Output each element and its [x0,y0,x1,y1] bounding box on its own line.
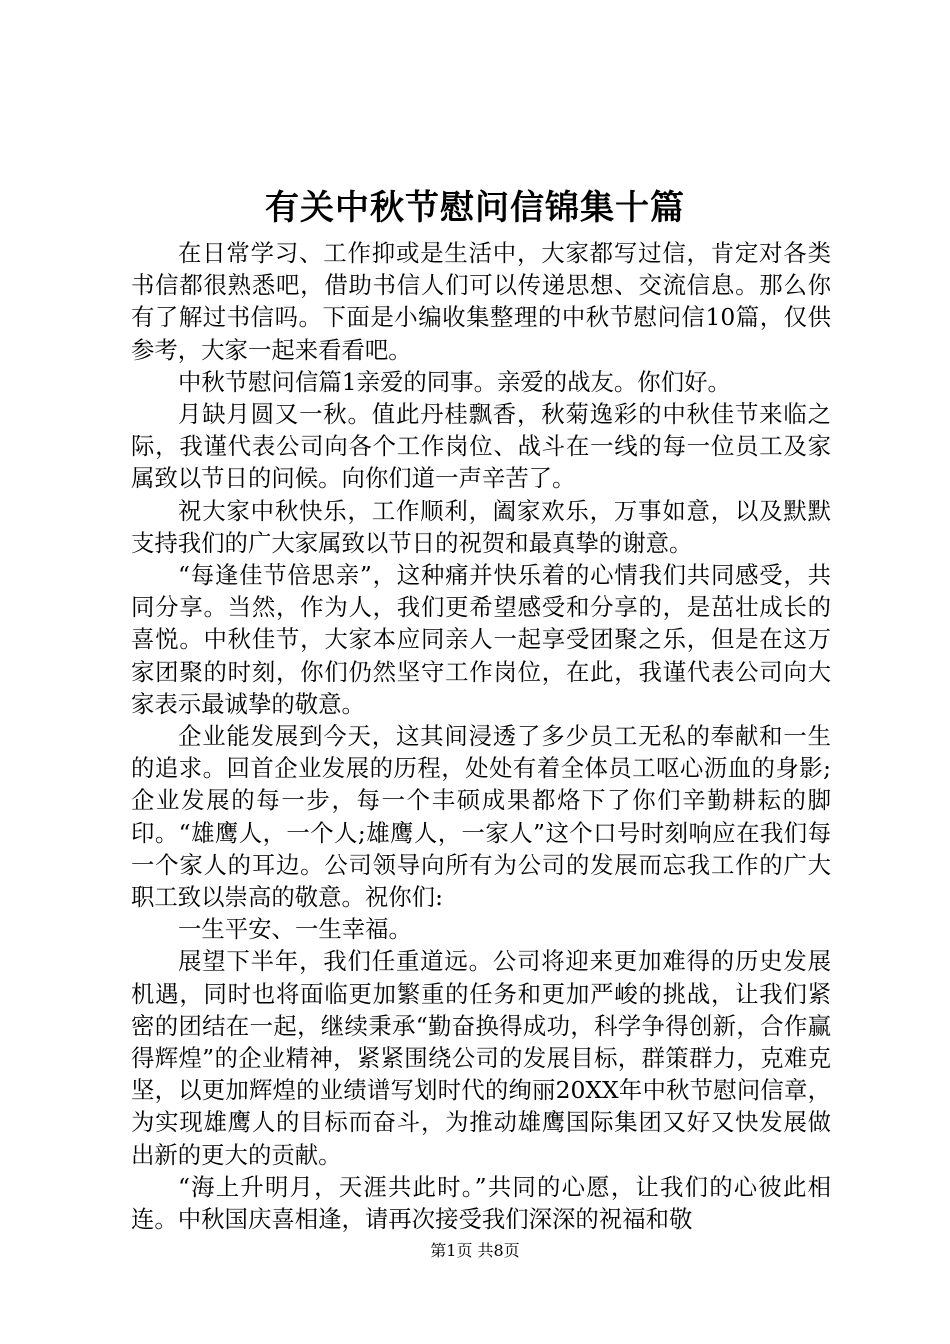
paragraph: 企业能发展到今天，这其间浸透了多少员工无私的奉献和一生的追求。回首企业发展的历程，处处有着全体员工呕心沥血的身影;企业发展的每一步，每一个丰硕成果都烙下了你们辛勤耕耘的脚印。“雄鹰人，一个人;雄鹰人，一家人”这个口号时刻响应在我们每一个家人的耳边。公司领导向所有为公司的发展而忘我工作的广大职工致以崇高的敬意。祝你们: [131,722,831,912]
document-title: 有关中秋节慰问信锦集十篇 [265,188,685,228]
paragraph: 展望下半年，我们任重道远。公司将迎来更加难得的历史发展机遇，同时也将面临更加繁重的任务和更加严峻的挑战，让我们紧密的团结在一起，继续秉承“勤奋换得成功，科学争得创新，合作赢得辉煌”的企业精神，紧紧围绕公司的发展目标，群策群力，克难克坚，以更加辉煌的业绩谱写划时代的绚丽20XX年中秋节慰问信章，为实现雄鹰人的目标而奋斗，为推动雄鹰国际集团又好又快发展做出新的更大的贡献。 [131,947,831,1169]
paragraph: 在日常学习、工作抑或是生活中，大家都写过信，肯定对各类书信都很熟悉吧，借助书信人们可以传递思想、交流信息。那么你有了解过书信吗。下面是小编收集整理的中秋节慰问信10篇，仅供参考，大家一起来看看吧。 [131,239,831,364]
page-number-footer: 第1页 共8页 [430,1241,520,1260]
paragraph: 一生平安、一生幸福。 [178,915,412,944]
paragraph: 中秋节慰问信篇1亲爱的同事。亲爱的战友。你们好。 [178,367,731,396]
paragraph: 祝大家中秋快乐，工作顺利，阖家欢乐，万事如意，以及默默支持我们的广大家属致以节日的祝贺和最真挚的谢意。 [131,496,831,557]
paragraph: 月缺月圆又一秋。值此丹桂飘香，秋菊逸彩的中秋佳节来临之际，我谨代表公司向各个工作岗位、战斗在一线的每一位员工及家属致以节日的问候。向你们道一声辛苦了。 [131,400,831,493]
document-body [131,237,831,1235]
paragraph: “每逢佳节倍思亲”，这种痛并快乐着的心情我们共同感受，共同分享。当然，作为人，我们更希望感受和分享的，是茁壮成长的喜悦。中秋佳节，大家本应同亲人一起享受团聚之乐，但是在这万家团聚的时刻，你们仍然坚守工作岗位，在此，我谨代表公司向大家表示最诚挚的敬意。 [131,561,831,718]
paragraph: “海上升明月，天涯共此时。”共同的心愿，让我们的心彼此相连。中秋国庆喜相逢，请再次接受我们深深的祝福和敬 [131,1172,831,1234]
